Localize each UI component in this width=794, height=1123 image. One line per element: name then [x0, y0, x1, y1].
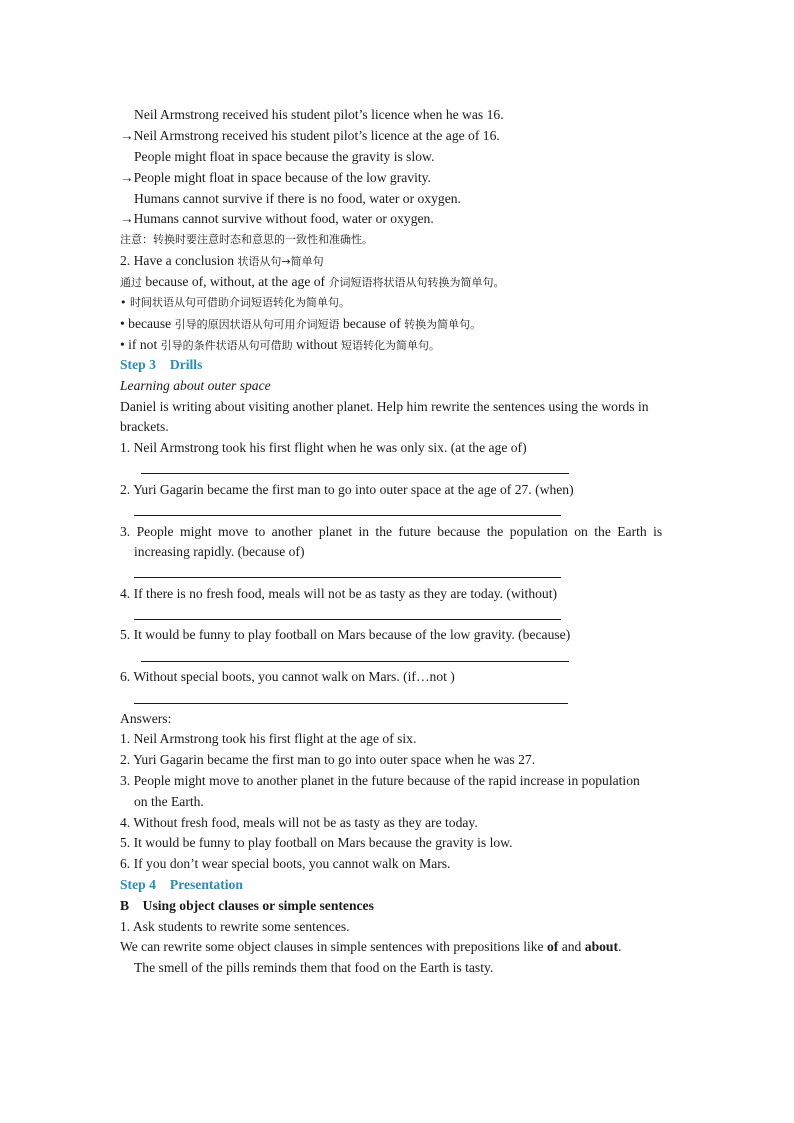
conclusion-cjk: 状语从句→简单句	[237, 255, 324, 268]
answer-6: 6. If you don’t wear special boots, you cannot walk on Mars.	[120, 856, 451, 871]
answer-blank-5[interactable]	[141, 661, 569, 662]
answer-2: 2. Yuri Gagarin became the first man to go into outer space when he was 27.	[120, 752, 536, 767]
bullet-time-clause: • 时间状语从句可借助介词短语转化为简单句。	[120, 296, 350, 309]
bullet-if-cjk2: 短语转化为简单句。	[340, 339, 440, 352]
conclusion-line	[120, 252, 676, 270]
drill-question-1: 1. Neil Armstrong took his first flight when he was only six. (at the age of)	[120, 440, 527, 455]
example-sentence-3: Humans cannot survive if there is no food, water or oxygen.	[134, 191, 461, 206]
drill-question-4: 4. If there is no fresh food, meals will not be as tasty as they are today. (without)	[120, 586, 558, 601]
answer-3: 3. People might move to another planet in the future because of the rapid increase in population	[120, 773, 640, 788]
bullet-because	[120, 315, 676, 333]
drill-question-3-cont: increasing rapidly. (because of)	[134, 544, 305, 559]
step4-example: The smell of the pills reminds them that food on the Earth is tasty.	[134, 960, 494, 975]
rewrite-sentence-3: →Humans cannot survive without food, water or oxygen.	[120, 211, 434, 226]
step4-explanation-text: We can rewrite some object clauses in simple sentences with prepositions like	[120, 939, 547, 954]
step4-period: .	[618, 939, 622, 954]
drill-question-6: 6. Without special boots, you cannot walk on Mars. (if…not )	[120, 669, 455, 684]
drill-question-3: 3. People might move to another planet in the future because the population on the Earth is	[120, 524, 663, 539]
keyword-of: of	[547, 939, 559, 954]
step4-heading	[120, 876, 676, 893]
conclusion-label: 2. Have a conclusion	[120, 253, 238, 268]
answer-blank-2[interactable]	[134, 515, 561, 516]
step4-instruction: 1. Ask students to rewrite some sentences.	[120, 919, 350, 934]
bullet-if-en1: • if not	[120, 337, 161, 352]
step3-intro: Daniel is writing about visiting another planet. Help him rewrite the sentences using the words in	[120, 399, 649, 414]
bullet-because-en1: • because	[120, 316, 175, 331]
step4-title: Presentation	[169, 877, 243, 892]
step4-and: and	[558, 939, 585, 954]
note-line: 注意：转换时要注意时态和意思的一致性和准确性。	[120, 233, 373, 246]
step4-explanation	[120, 938, 676, 955]
via-cjk-1: 通过	[120, 276, 142, 289]
step3-subtitle: Learning about outer space	[120, 378, 271, 393]
bullet-because-cjk1: 引导的原因状语从句可用介词短语	[174, 318, 340, 331]
answer-5: 5. It would be funny to play football on Mars because the gravity is low.	[120, 835, 513, 850]
answer-4: 4. Without fresh food, meals will not be as tasty as they are today.	[120, 815, 478, 830]
via-line	[120, 273, 676, 291]
example-sentence-2: People might float in space because the gravity is slow.	[134, 149, 435, 164]
drill-question-2: 2. Yuri Gagarin became the first man to go into outer space at the age of 27. (when)	[120, 482, 574, 497]
bullet-if-cjk1: 引导的条件状语从句可借助	[160, 339, 293, 352]
step3-number: Step 3	[120, 357, 156, 372]
bullet-because-cjk2: 转换为简单句。	[404, 318, 482, 331]
via-en: because of, without, at the age of	[142, 274, 329, 289]
section-b-heading: B Using object clauses or simple sentences	[120, 898, 374, 913]
answer-1: 1. Neil Armstrong took his first flight at the age of six.	[120, 731, 417, 746]
via-cjk-2: 介词短语将状语从句转换为简单句。	[328, 276, 505, 289]
answer-blank-1[interactable]	[141, 473, 569, 474]
rewrite-sentence-2: →People might float in space because of the low gravity.	[120, 170, 431, 185]
answer-blank-3[interactable]	[134, 577, 561, 578]
rewrite-sentence-1: →Neil Armstrong received his student pilot’s licence at the age of 16.	[120, 128, 500, 143]
keyword-about: about	[584, 939, 619, 954]
answer-blank-6[interactable]	[134, 703, 568, 704]
answer-3-cont: on the Earth.	[134, 794, 204, 809]
step4-number: Step 4	[120, 877, 156, 892]
answer-blank-4[interactable]	[134, 619, 561, 620]
example-sentence-1: Neil Armstrong received his student pilot’s licence when he was 16.	[134, 107, 504, 122]
answers-label: Answers:	[120, 711, 172, 726]
step3-heading	[120, 356, 676, 373]
bullet-if-en2: without	[292, 337, 341, 352]
bullet-because-en2: because of	[339, 316, 405, 331]
step3-title: Drills	[169, 357, 203, 372]
drill-question-5: 5. It would be funny to play football on Mars because of the low gravity. (because)	[120, 627, 571, 642]
bullet-if-not	[120, 336, 676, 354]
step3-intro-cont: brackets.	[120, 419, 169, 434]
